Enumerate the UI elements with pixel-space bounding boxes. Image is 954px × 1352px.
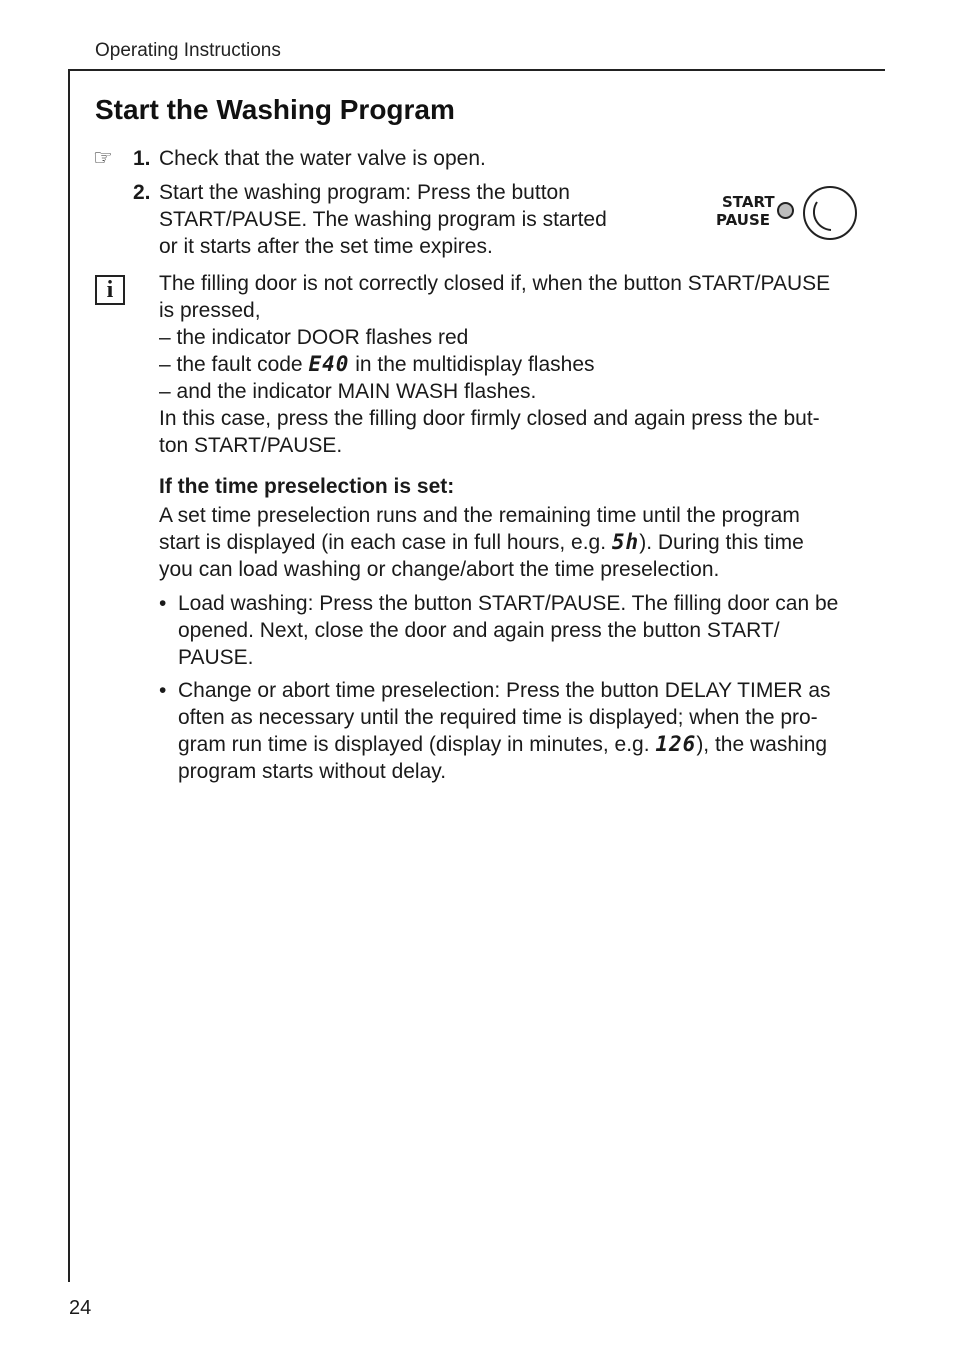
body-text: A set time preselection runs and the remaining time until the program [159,504,800,527]
pointing-hand-icon: ☞ [93,145,113,170]
body-text-part: ). During this time [639,531,804,554]
body-text [159,529,804,556]
body-text-part: start is displayed (in each case in full hours, e.g. [159,531,612,554]
info-list-item: – the indicator DOOR flashes red [159,326,469,349]
bullet-text [178,731,827,758]
bullet-text: Load washing: Press the button START/PAUSE. The filling door can be [178,592,839,615]
bullet-marker: • [159,592,167,615]
bullet-marker: • [159,679,167,702]
info-text: ton START/PAUSE. [159,434,343,457]
minutes-display: 126 [655,732,697,756]
info-text: is pressed, [159,299,261,322]
body-text: you can load washing or change/abort the time preselection. [159,558,720,581]
step-text: Check that the water valve is open. [159,147,486,170]
bullet-text-part: ), the washing [696,733,828,756]
step-text: Start the washing program: Press the button [159,181,570,204]
subheading: If the time preselection is set: [159,475,455,498]
step-number: 1. [133,147,151,170]
info-list-text: – the fault code [159,353,309,376]
header-rule [69,69,885,71]
bullet-text-part: gram run time is displayed (display in minutes, e.g. [178,733,656,756]
info-text: In this case, press the filling door firmly closed and again press the but- [159,407,820,430]
start-label: START [722,193,775,211]
bullet-text: PAUSE. [178,646,254,669]
step-text: or it starts after the set time expires. [159,235,493,258]
info-list-text: in the multidisplay flashes [349,353,595,376]
bullet-text: often as necessary until the required time is displayed; when the pro- [178,706,818,729]
fault-code-display: E40 [308,352,350,376]
running-header: Operating Instructions [95,40,281,61]
page-number: 24 [69,1297,92,1319]
step-text: START/PAUSE. The washing program is started [159,208,607,231]
info-list-item [159,351,595,378]
step-number: 2. [133,181,151,204]
info-text: The filling door is not correctly closed if, when the button START/PAUSE [159,272,831,295]
hours-display: 5h [611,530,640,554]
pause-label: PAUSE [716,211,770,229]
info-list-item: – and the indicator MAIN WASH flashes. [159,380,537,403]
bullet-text: opened. Next, close the door and again press the button START/ [178,619,780,642]
margin-rule [68,69,70,1282]
section-title: Start the Washing Program [95,94,455,125]
bullet-text: program starts without delay. [178,760,447,783]
start-pause-button-icon [801,184,859,242]
bullet-text: Change or abort time preselection: Press the button DELAY TIMER as [178,679,831,702]
info-icon: i [95,275,125,305]
indicator-light-icon [777,202,794,219]
